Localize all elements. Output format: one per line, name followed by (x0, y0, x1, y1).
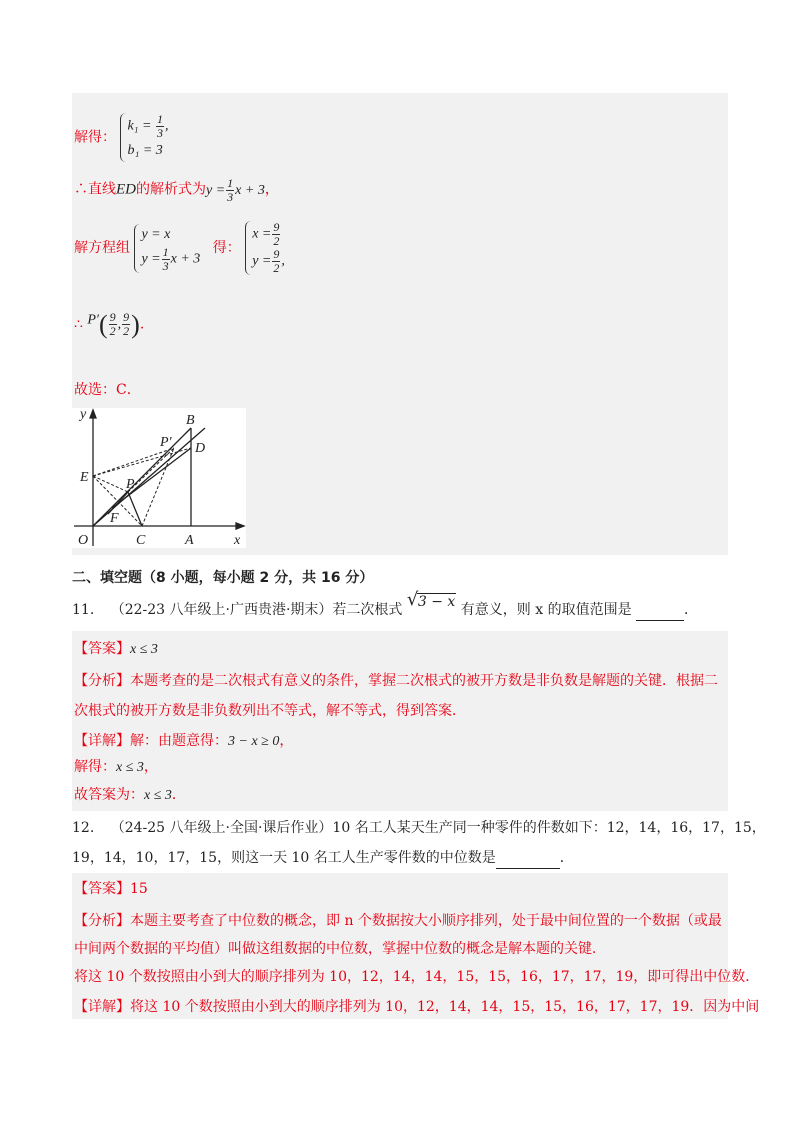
q12-stem-line1 (72, 818, 766, 838)
label-b: B (186, 413, 195, 428)
point-p-prime: P′( $\frac{9}{2}$ , $\frac{9}{2}$ ) (87, 309, 140, 339)
y-axis-arrow (90, 410, 96, 418)
q11-analysis-text1: 本题考查的是二次根式有意义的条件，掌握二次根式的被开方数是非负数是解题的关键．根据二 (130, 673, 718, 689)
solve-k-b-row (74, 113, 168, 162)
q12-detail-line1 (74, 997, 759, 1017)
q11-analysis-line2: 次根式的被开方数是非负数列出不等式，解不等式，得到答案． (74, 703, 466, 719)
label-p: P (126, 477, 135, 492)
system-label: 解方程组 (74, 240, 130, 256)
q11-stem (72, 589, 699, 621)
geometry-figure (72, 408, 246, 548)
q11-end: ． (684, 602, 699, 618)
system-k-b: k₁ = $\frac{1}{3}$ , b₁ = 3 (120, 113, 168, 162)
line-middle: 的解析式为 (136, 181, 206, 198)
dash-ep-prime (93, 448, 174, 476)
q12-detail-tag: 【详解】 (74, 999, 130, 1015)
dash-cp-prime (142, 448, 174, 526)
line-name: ED (116, 181, 136, 198)
q12-answer-tag: 【答案】 (74, 881, 130, 897)
label-e: E (80, 470, 89, 485)
system-eq2: y = $\frac{1}{3}$ x + 3 (141, 244, 201, 273)
get-label: 得： (212, 240, 241, 256)
system-result: x = $\frac{9}{2}$ y = $\frac{9}{2}$ , (245, 221, 285, 275)
label-c: C (136, 533, 146, 548)
q11-detail-math: 3 − x ≥ 0 (228, 734, 280, 749)
eq-b: b₁ = 3 (127, 143, 163, 158)
q11-answer-tag: 【答案】 (74, 641, 130, 657)
q12-line2: 19，14，10，17，15，则这一天 10 名工人生产零件数的中位数是 (72, 850, 496, 866)
solve-system-row (74, 221, 285, 275)
q12-answer-row (74, 879, 148, 899)
label-o: O (78, 533, 89, 548)
q12-analysis-line3: 将这 10 个数按照由小到大的顺序排列为 10，12，14，14，15，15，16，17，17，19，即可得出中位数． (74, 969, 760, 985)
q11-final-label: 故答案为： (74, 787, 144, 803)
q12-analysis-tag: 【分析】 (74, 913, 130, 929)
label-x: x (234, 533, 241, 548)
q11-final-row (74, 785, 186, 806)
choice-text: 故选：C． (74, 382, 141, 398)
q12-number: 12. (72, 820, 95, 836)
q11-detail-text: 解：由题意得： (130, 733, 228, 749)
q11-sqrt: √ 3 − x (406, 589, 456, 610)
line-eq: y = $\frac{1}{3}$ x + 3 (206, 176, 265, 204)
segment-fd (112, 448, 191, 508)
point-result-row: ∴ P′( $\frac{9}{2}$ , $\frac{9}{2}$ ). (74, 309, 145, 339)
segment-pc (128, 492, 142, 526)
q11-solve-math: x ≤ 3 (116, 760, 144, 775)
q11-answer-math: x ≤ 3 (130, 642, 158, 657)
line-prefix: ∴直线 (74, 181, 116, 198)
q11-analysis-line1 (74, 671, 718, 691)
q11-final-math: x ≤ 3 (144, 788, 172, 803)
solve-label: 解得： (74, 129, 116, 146)
q12-line1: （24-25 八年级上·全国·课后作业）10 名工人某天生产同一种零件的件数如下：12，14，16，17，15， (110, 820, 766, 836)
q11-detail-row (74, 731, 293, 752)
label-f: F (110, 511, 119, 526)
system-eq1: y = x (141, 226, 171, 242)
system-equations (134, 224, 200, 273)
label-y: y (80, 408, 87, 422)
q11-answer-row (74, 639, 158, 660)
section-title: 二、填空题（8 小题，每小题 2 分，共 16 分） (72, 570, 374, 586)
q12-analysis-line1 (74, 911, 722, 931)
q11-solve-end: ， (143, 759, 158, 775)
label-p-prime: P′ (160, 435, 172, 450)
q11-detail-end: ， (279, 733, 294, 749)
q11-final-end: ． (171, 787, 186, 803)
eq-k: k₁ = (127, 118, 152, 134)
solution-block (72, 93, 728, 555)
q11-solve-label: 解得： (74, 759, 116, 775)
q11-analysis-tag: 【分析】 (74, 673, 130, 689)
q11-answer-block (72, 631, 728, 811)
q12-detail-text1: 将这 10 个数按照由小到大的顺序排列为 10，12，14，14，15，15，16，17，17，19．因为中间 (130, 999, 760, 1015)
label-d: D (195, 441, 206, 456)
q11-text-after: 有意义，则 x 的取值范围是 (460, 602, 632, 618)
q12-answer-value: 15 (130, 881, 148, 897)
q11-detail-tag: 【详解】 (74, 733, 130, 749)
label-a: A (185, 533, 194, 548)
q12-answer-blank (496, 848, 560, 869)
q11-answer-blank (636, 600, 684, 621)
segment-bo (93, 428, 191, 526)
therefore-sign: ∴ (74, 316, 83, 333)
dash-ep (93, 476, 128, 492)
line-ed-row: ∴直线ED的解析式为y = $\frac{1}{3}$ x + 3， (74, 176, 279, 204)
q11-source: （22-23 八年级上·广西贵港·期末）若二次根式 (110, 602, 403, 618)
q12-answer-block (72, 873, 760, 1019)
q12-analysis-text1: 本题主要考查了中位数的概念，即 n 个数据按大小顺序排列，处于最中间位置的一个数据（或最 (130, 913, 722, 929)
q11-solve-row (74, 757, 158, 778)
dash-ed (93, 448, 191, 476)
q11-number: 11. (72, 602, 95, 618)
q12-stem-line2 (72, 848, 574, 869)
x-axis-arrow (236, 523, 244, 529)
frac-k: $\frac{1}{3}$ (156, 112, 163, 140)
q12-end: ． (559, 850, 574, 866)
q12-analysis-line2: 中间两个数据的平均值）叫做这组数据的中位数，掌握中位数的概念是解本题的关键． (74, 941, 606, 957)
